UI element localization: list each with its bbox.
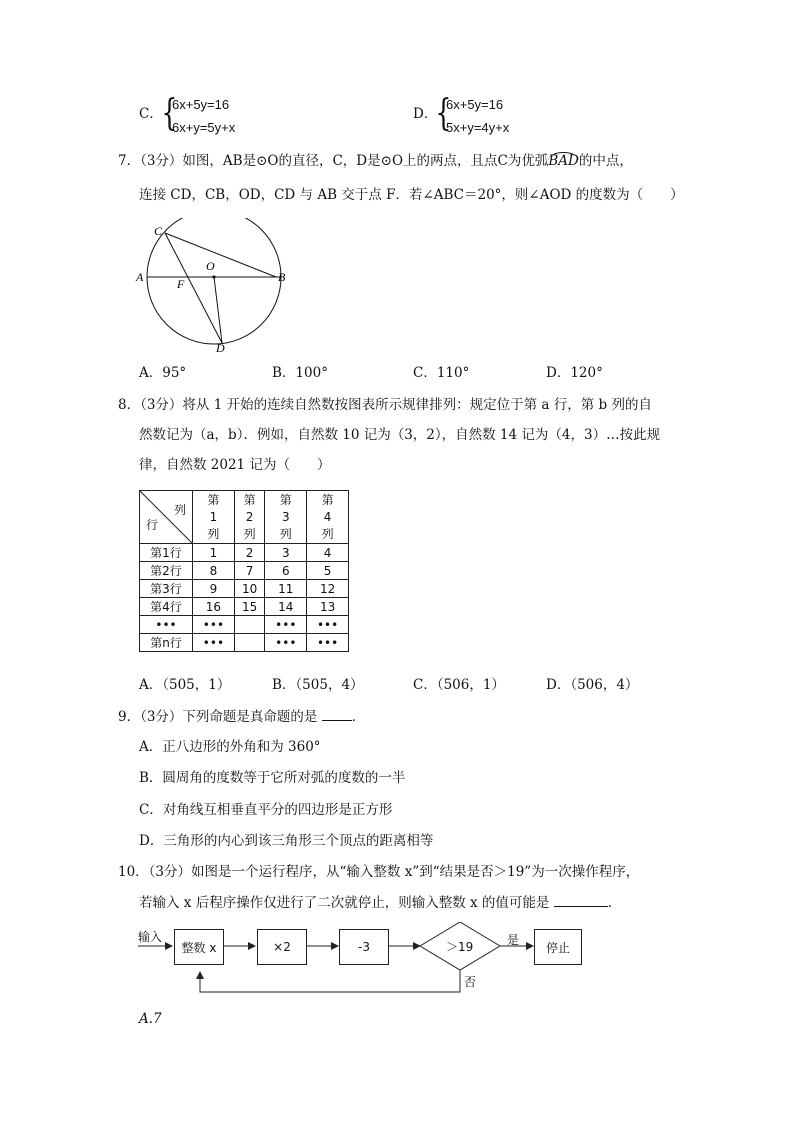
table-cell: 12 [307,580,349,598]
q6-option-d-eq2: 5x+y=4y+x [446,120,510,135]
q10-answer-blank[interactable] [554,906,608,907]
q7-arc-label: BAD [548,153,579,169]
col-header-1: 第 1 列 [193,491,235,544]
q9-option-d[interactable]: D．三角形的内心到该三角形三个顶点的距离相等 [139,833,434,849]
q10-stem-line2: 若输入 x 后程序操作仅进行了二次就停止，则输入整数 x 的值可能是 ． [139,895,622,911]
table-row [140,634,349,652]
table-cell: 1 [193,544,235,562]
table-cell: ••• [307,634,349,652]
row-label: 第1行 [140,544,193,562]
q8-stem-line3: 律，自然数 2021 记为（ ） [139,457,331,473]
table-cell: 14 [265,598,307,616]
chord-cd [165,233,222,343]
q7-option-c[interactable]: C．110° [413,365,470,381]
q9-answer-blank[interactable] [322,720,352,721]
label-f: F [177,277,185,291]
row-label: 第3行 [140,580,193,598]
table-cell: 8 [193,562,235,580]
q6-option-c-label: C． [139,106,163,122]
q7-circle-figure [132,218,302,358]
q8-option-a[interactable]: A．（505，1） [139,677,231,693]
table-cell: 2 [234,544,265,562]
col-header-3: 第 3 列 [265,491,307,544]
brace-icon: { [161,93,178,134]
table-cell: 9 [193,580,235,598]
q8-option-c[interactable]: C．（506，1） [413,677,505,693]
table-cell: 11 [265,580,307,598]
row-label: 第n行 [140,634,193,652]
q9-stem: 9．（3分）下列命题是真命题的是 ． [118,709,366,725]
table-cell: 7 [234,562,265,580]
q8-option-d[interactable]: D．（506，4） [546,677,639,693]
q9-option-b[interactable]: B．圆周角的度数等于它所对弧的度数的一半 [139,770,406,786]
flow-box-stop: 停止 [534,929,582,965]
corner-col-label: 列 [173,503,186,517]
table-cell: 15 [234,598,265,616]
flow-box-minus-3: -3 [339,929,389,965]
q9-option-a[interactable]: A．正八边形的外角和为 360° [139,739,321,755]
q8-option-b[interactable]: B．（505，4） [272,677,364,693]
label-d: D [216,341,225,355]
q8-stem-line2: 然数记为（a，b）．例如，自然数 10 记为（3，2），自然数 14 记为（4，3）…按此规 [139,427,661,443]
q8-stem-line1: 8．（3分）将从 1 开始的连续自然数按图表所示规律排列：规定位于第 a 行，第 b 列的自 [118,397,652,413]
arrow-loop-back [200,970,460,992]
q6-option-c-eq1: 6x+5y=16 [172,97,230,112]
table-cell: ••• [307,616,349,634]
brace-icon: { [435,93,452,134]
flow-yes-label: 是 [507,933,520,947]
table-cell: 5 [307,562,349,580]
row-label: 第4行 [140,598,193,616]
table-cell: 3 [265,544,307,562]
q9-option-c[interactable]: C．对角线互相垂直平分的四边形是正方形 [139,802,393,818]
q7-option-d[interactable]: D．120° [546,365,603,381]
flow-box-integer-x: 整数 x [174,929,224,965]
q8-number-table [139,490,349,652]
table-cell: ••• [193,616,235,634]
col-header-2: 第 2 列 [234,491,265,544]
table-cell [234,616,265,634]
label-o: O [206,259,215,273]
row-label: 第2行 [140,562,193,580]
corner-row-label: 行 [146,518,159,532]
center-dot [212,275,215,278]
table-cell: 4 [307,544,349,562]
table-cell: 6 [265,562,307,580]
chord-cb [165,233,276,277]
segment-od [214,277,222,343]
q10-answer-a[interactable]: A.7 [139,1011,162,1027]
table-row [140,580,349,598]
q6-option-d-eq1: 6x+5y=16 [446,97,504,112]
row-label: ••• [140,616,193,634]
table-row [140,562,349,580]
label-a: A [136,270,144,284]
q6-option-d-label: D． [413,106,438,122]
flow-box-times-2: ×2 [257,929,307,965]
flow-input-label: 输入 [138,930,163,944]
label-c: C [154,224,163,238]
q7-stem-line2: 连接 CD，CB，OD，CD 与 AB 交于点 F．若∠ABC＝20°，则∠AOD 的度数为（ ） [139,187,684,203]
label-b: B [278,270,286,284]
table-row [140,544,349,562]
table-corner-cell [140,491,193,544]
table-row [140,598,349,616]
q7-stem-line1: 7．（3分）如图，AB是⊙O的直径，C，D是⊙O上的两点，且点C为优弧BAD的中点， [118,153,633,169]
q7-option-b[interactable]: B．100° [272,365,328,381]
table-cell: 10 [234,580,265,598]
table-cell: 13 [307,598,349,616]
table-cell [234,634,265,652]
col-header-4: 第 4 列 [307,491,349,544]
table-cell: ••• [265,616,307,634]
flow-diamond-label: ＞19 [446,940,474,954]
table-cell: 16 [193,598,235,616]
flow-no-label: 否 [464,975,477,989]
table-cell: ••• [265,634,307,652]
q10-stem-line1: 10．（3分）如图是一个运行程序，从“输入整数 x”到“结果是否＞19”为一次操作程序， [118,864,640,880]
table-row [140,616,349,634]
q6-option-c-eq2: 6x+y=5y+x [172,120,236,135]
q7-option-a[interactable]: A．95° [139,365,187,381]
table-cell: ••• [193,634,235,652]
